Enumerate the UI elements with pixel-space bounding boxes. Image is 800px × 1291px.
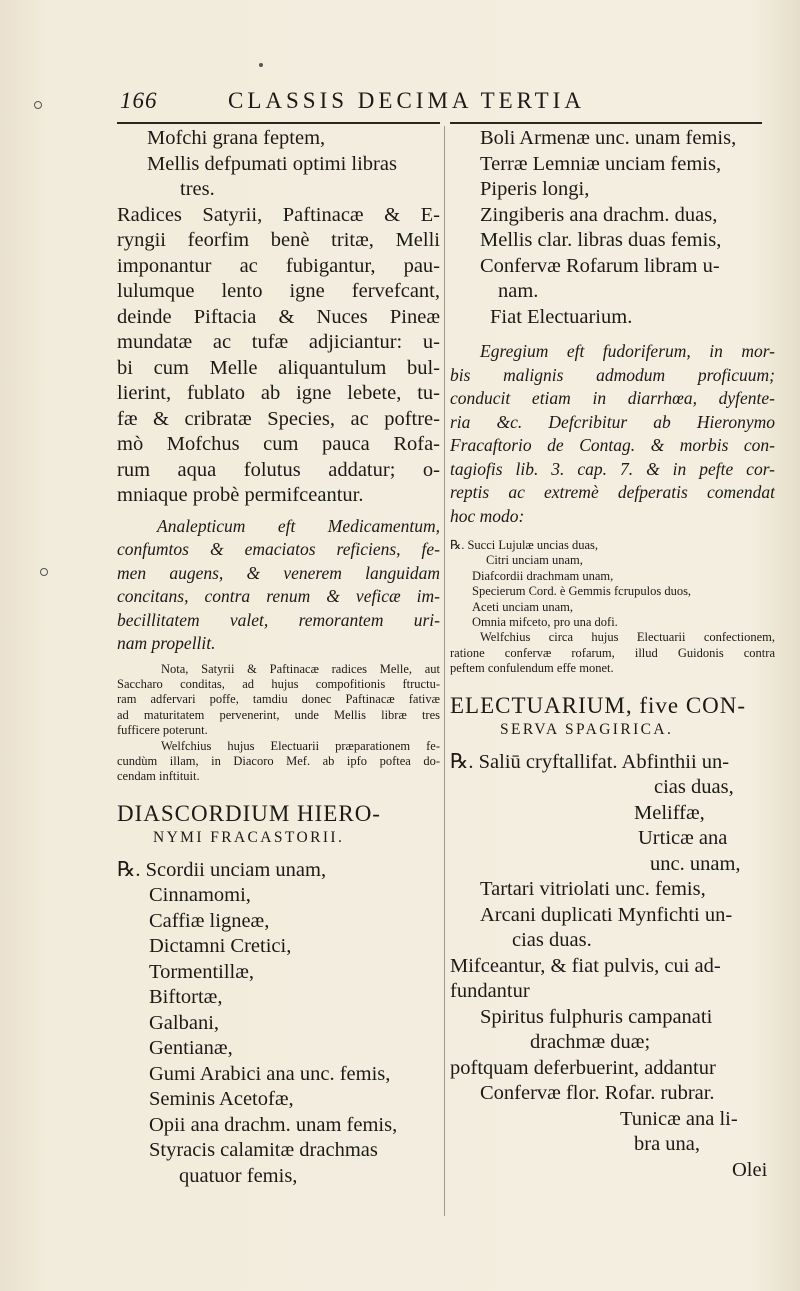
column-separator (444, 126, 445, 1216)
text-line: Welfchius circa hujus Electuarii confectionem, (480, 630, 775, 645)
text-line: Terræ Lemniæ unciam femis, (480, 152, 722, 175)
text-line: Tormentillæ, (149, 960, 255, 983)
text-line: Gumi Arabici ana unc. femis, (149, 1062, 391, 1085)
text-line: ryngii feorfim benè tritæ, Melli (117, 229, 440, 251)
text-line: cias duas, (654, 776, 734, 799)
text-line: men augens, & venerem languidam (117, 562, 440, 583)
text-line: ℞. Succi Lujulæ uncias duas, (450, 538, 598, 552)
running-header (120, 88, 660, 122)
text-line: concitans, contra renum & veficæ im- (117, 586, 440, 606)
text-line: Confervæ flor. Rofar. rubrar. (480, 1082, 715, 1105)
text-line: Meliffæ, (634, 801, 705, 824)
text-line: Specierum Cord. è Gemmis fcrupulos duos, (472, 584, 692, 599)
text-line: ℞. Scordii unciam unam, (117, 858, 327, 881)
text-line: lulumque lento igne fervefcant, (117, 280, 440, 302)
text-line: Saccharo conditas, ad hujus compofitionis ftructu- (117, 676, 440, 691)
text-line: ad maturitatem pervenerint, unde Mellis libræ tres (117, 707, 440, 722)
text-line: Diafcordii drachmam unam, (472, 568, 614, 583)
text-line: Radices Satyrii, Paftinacæ & E- (117, 203, 440, 226)
text-line: conducit etiam in diarrhœa, dyfente- (450, 388, 775, 408)
margin-mark (40, 568, 48, 576)
text-line: Aceti unciam unam, (472, 599, 574, 614)
text-line: ria &c. Defcribitur ab Hieronymo (450, 411, 775, 432)
text-line: Zingiberis ana drachm. duas, (480, 203, 718, 226)
text-line: fundantur (450, 980, 530, 1003)
page-number: 166 (120, 88, 158, 113)
left-column (117, 126, 440, 1189)
text-line: Gentianæ, (149, 1037, 233, 1060)
text-line: nam propellit. (117, 633, 216, 653)
text-line: Seminis Acetofæ, (149, 1088, 294, 1111)
text-line: peftem confulendum effe monet. (450, 661, 614, 676)
text-line: Nota, Satyrii & Paftinacæ radices Melle, aut (161, 661, 440, 676)
text-line: cendam inftituit. (117, 769, 200, 784)
header-rule-right (450, 122, 762, 124)
text-line: Dictamni Cretici, (149, 935, 292, 958)
running-title: CLASSIS DECIMA TERTIA (228, 88, 585, 113)
text-line: SERVA SPAGIRICA. (500, 720, 674, 738)
text-line: Mofchi grana feptem, (147, 127, 326, 149)
margin-mark (34, 101, 42, 109)
text-line: Urticæ ana (638, 827, 728, 850)
ink-dot (259, 63, 263, 67)
text-line: NYMI FRACASTORII. (153, 828, 345, 846)
text-line: unc. unam, (650, 852, 741, 875)
text-line: Mellis clar. libras duas femis, (480, 229, 722, 251)
text-line: ratione confervæ rofarum, illud Guidonis contra (450, 645, 775, 660)
text-line: Galbani, (149, 1011, 220, 1034)
text-line: Egregium eft fudoriferum, in mor- (480, 341, 775, 361)
text-line: Boli Armenæ unc. unam femis, (480, 127, 737, 149)
text-line: mniaque probè permifceantur. (117, 484, 364, 506)
text-line: ℞. Saliū cryftallifat. Abfinthii un- (450, 750, 730, 773)
text-line: ram adfervari poffe, tamdiu donec Paftinacæ fativæ (117, 692, 440, 707)
text-line: tagiofis lib. 3. cap. 7. & in pefte cor- (450, 458, 775, 479)
text-line: fufficere poterunt. (117, 723, 208, 738)
text-line: Arcani duplicati Mynfichti un- (480, 903, 733, 926)
text-line: Olei (732, 1158, 768, 1181)
text-line: Spiritus fulphuris campanati (480, 1005, 713, 1028)
text-line: Omnia mifceto, pro una dofi. (472, 615, 618, 630)
text-line: mò Mofchus cum pauca Rofa- (117, 433, 440, 455)
text-line: bis malignis admodum proficuum; (450, 364, 775, 385)
text-line: imponantur ac fubigantur, pau- (117, 254, 440, 277)
text-line: DIASCORDIUM HIERO- (117, 800, 381, 826)
text-line: cias duas. (512, 929, 592, 952)
text-line: Confervæ Rofarum libram u- (480, 254, 720, 277)
text-line: becillitatem valet, remorantem uri- (117, 609, 440, 630)
text-line: tres. (180, 178, 215, 200)
text-line: drachmæ duæ; (530, 1031, 651, 1054)
text-line: fæ & cribratæ Species, ac poftre- (117, 407, 440, 430)
text-line: ELECTUARIUM, five CON- (450, 692, 747, 718)
text-line: mundatæ ac tufæ adjiciantur: u- (117, 331, 440, 353)
text-line: Fracaftorio de Contag. & morbis con- (450, 435, 775, 455)
text-line: Citri unciam unam, (486, 553, 583, 568)
text-line: Mellis defpumati optimi libras (147, 152, 397, 175)
text-line: cundùm illam, in Diacoro Mef. ab ipfo poftea do- (117, 753, 440, 768)
text-line: Piperis longi, (480, 178, 590, 200)
text-line: Styracis calamitæ drachmas (149, 1139, 378, 1162)
text-line: Mifceantur, & fiat pulvis, cui ad- (450, 954, 721, 977)
text-line: reptis ac extremè defperatis comendat (450, 482, 775, 502)
text-line: nam. (498, 280, 539, 302)
text-line: Tunicæ ana li- (620, 1107, 738, 1130)
text-line: rum aqua folutus addatur; o- (117, 458, 440, 481)
text-line: Cinnamomi, (149, 884, 251, 907)
text-line: Fiat Electuarium. (490, 305, 633, 328)
text-line: Opii ana drachm. unam femis, (149, 1113, 398, 1136)
text-line: quatuor femis, (179, 1164, 298, 1187)
text-line: Caffiæ ligneæ, (149, 909, 270, 932)
text-line: Analepticum eft Medicamentum, (157, 515, 440, 536)
text-line: bi cum Melle aliquantulum bul- (117, 356, 440, 379)
text-line: poftquam deferbuerint, addantur (450, 1056, 716, 1079)
text-line: hoc modo: (450, 505, 525, 526)
text-line: Tartari vitriolati unc. femis, (480, 878, 706, 901)
text-line: lierint, fublato ab igne lebete, tu- (117, 382, 440, 404)
text-line: confumtos & emaciatos reficiens, fe- (117, 539, 440, 559)
header-rule-left (117, 122, 440, 124)
text-line: Welfchius hujus Electuarii præparationem fe- (161, 738, 440, 753)
text-line: deinde Piftacia & Nuces Pineæ (117, 305, 440, 328)
right-column (450, 126, 775, 1183)
text-line: Biftortæ, (149, 986, 223, 1009)
text-line: bra una, (634, 1133, 701, 1156)
